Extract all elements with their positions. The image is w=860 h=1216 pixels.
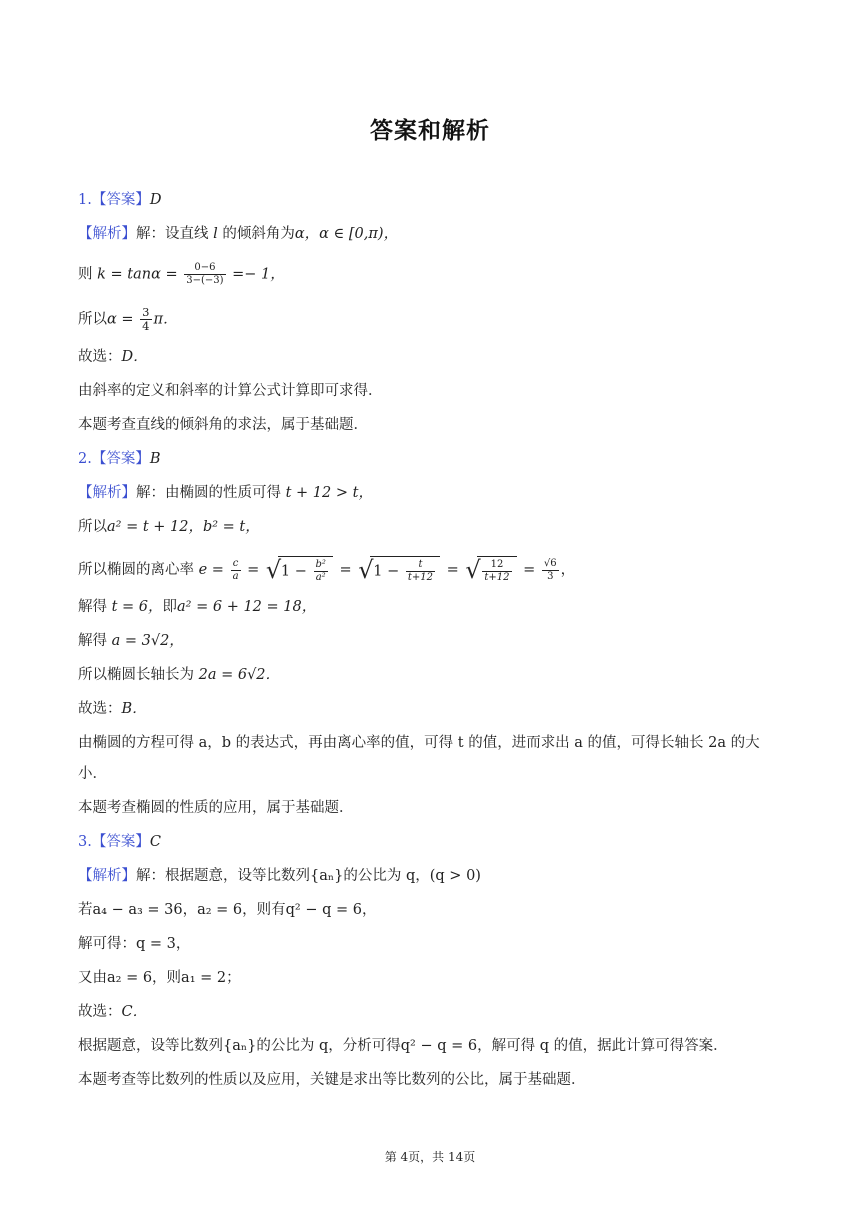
frac-den: 3−(−3): [186, 275, 224, 286]
q3-text: 故选：: [78, 1004, 122, 1020]
radical-sign: √: [465, 556, 481, 584]
sqrt-body: [370, 556, 440, 584]
frac-den: a²: [315, 572, 326, 583]
q1-math: α，α ∈ [0,π)，: [294, 226, 399, 242]
q1-text: 的倾斜角为: [222, 226, 295, 242]
page-footer: 第 4页，共 14页: [384, 1150, 476, 1164]
q2-sqrt: [266, 556, 333, 584]
frac-num: 12: [482, 559, 511, 572]
frac-num: b²: [315, 559, 326, 570]
frac-num: t: [406, 559, 435, 572]
q1-text: 故选：: [78, 349, 122, 365]
q1-choice: D．: [121, 349, 148, 365]
q2-math: 1 −: [280, 563, 307, 580]
q2-answer-label: 2.【答案】: [78, 451, 150, 467]
q2-text: 解得: [78, 599, 107, 615]
sqrt-body: [477, 556, 516, 584]
q2-math: a = 3√2，: [111, 633, 184, 649]
q1-math: π．: [153, 311, 178, 328]
frac-den: a: [232, 570, 239, 582]
q3-answer-label: 3.【答案】: [78, 834, 150, 850]
q2-text: 所以: [78, 519, 107, 535]
q2-analysis-line-6: [78, 665, 280, 685]
q2-text: 解得: [78, 633, 107, 649]
q2-answer-line: [78, 449, 161, 469]
q2-sqrt: [465, 556, 516, 584]
q3-analysis-label: 【解析】: [78, 868, 136, 884]
q1-answer: D: [149, 192, 162, 208]
q2-math: a² = t + 12，b² = t，: [107, 519, 260, 535]
q2-text: 所以椭圆的离心率: [78, 562, 194, 578]
q3-answer: C: [149, 834, 161, 850]
q2-text: 即: [162, 599, 178, 615]
q3-text: 解：根据题意，设等比数列{aₙ}的公比为 q，(q > 0): [136, 868, 481, 884]
q1-fraction: [140, 306, 151, 333]
q2-math: ，: [560, 562, 576, 578]
q1-text: 则: [78, 266, 93, 283]
sqrt-body: [278, 556, 333, 584]
frac-num: 3: [142, 305, 150, 319]
q1-fraction: [184, 262, 225, 287]
q2-math: 2a = 6√2．: [198, 667, 281, 683]
q2-math: t + 12 > t，: [285, 485, 373, 501]
q1-comment-line: 本题考查直线的倾斜角的求法，属于基础题．: [78, 417, 368, 433]
radical-sign: √: [265, 556, 282, 584]
q2-fraction: [314, 559, 328, 584]
q2-math: t = 6，: [111, 599, 163, 615]
q2-fraction: [231, 558, 241, 583]
q3-answer-line: [78, 832, 161, 852]
q3-analysis-line-2: 若a₄ − a₃ = 36，a₂ = 6，则有q² − q = 6，: [78, 902, 377, 918]
q2-comment-line: 本题考查椭圆的性质的应用，属于基础题．: [78, 800, 354, 816]
q2-analysis-line-1: [78, 483, 373, 503]
frac-den: t+12: [407, 572, 434, 583]
frac-den: 4: [142, 319, 150, 333]
q3-analysis-line-1: [78, 866, 481, 886]
frac-den: 3: [547, 570, 554, 582]
q2-math: 1 −: [373, 563, 400, 580]
q2-choice: B．: [121, 701, 147, 717]
q1-answer-label: 1.【答案】: [78, 192, 150, 208]
q2-answer: B: [149, 451, 161, 467]
q2-math: =: [446, 562, 459, 578]
q2-summary-line: 由椭圆的方程可得 a，b 的表达式，再由离心率的值，可得 t 的值，进而求出 a 的值，可得长轴长 2a 的大: [78, 735, 760, 751]
q3-choice: C．: [121, 1004, 148, 1020]
q1-answer-line: [78, 190, 161, 210]
q2-text: 解：由椭圆的性质可得: [136, 485, 281, 501]
q1-text: 解：设直线: [136, 226, 209, 242]
q1-math: α =: [107, 311, 134, 328]
q3-choice-line: [78, 1002, 147, 1022]
q2-math: =: [247, 562, 260, 578]
q3-analysis-line-3: 解可得：q = 3，: [78, 936, 191, 952]
q2-math: =: [339, 562, 352, 578]
q2-analysis-label: 【解析】: [78, 485, 136, 501]
frac-num: 0−6: [184, 262, 225, 275]
q2-math: =: [523, 562, 536, 578]
radical-sign: √: [358, 556, 374, 584]
q1-var: l: [213, 226, 218, 242]
q2-math: e =: [198, 562, 224, 578]
q2-text: 所以椭圆长轴长为: [78, 667, 194, 683]
q1-analysis-line-2: [78, 262, 285, 287]
q1-summary-line: 由斜率的定义和斜率的计算公式计算即可求得．: [78, 383, 383, 399]
frac-num: c: [231, 558, 241, 571]
q1-analysis-line-1: [78, 224, 398, 244]
q3-comment-line: 本题考查等比数列的性质以及应用，关键是求出等比数列的公比，属于基础题．: [78, 1072, 586, 1088]
q2-choice-line: [78, 699, 147, 719]
page-title: 答案和解析: [370, 118, 490, 144]
q2-fraction: [406, 559, 435, 584]
q2-analysis-line-2: [78, 517, 260, 537]
q2-analysis-line-5: [78, 631, 184, 651]
q3-analysis-line-4: 又由a₂ = 6，则a₁ = 2；: [78, 970, 241, 986]
q2-math: a² = 6 + 12 = 18，: [177, 599, 317, 615]
q2-fraction: [482, 559, 511, 584]
q2-fraction: [542, 558, 559, 583]
q1-analysis-line-3: [78, 306, 178, 333]
q3-summary-line: 根据题意，设等比数列{aₙ}的公比为 q，分析可得q² − q = 6，解可得 q 的值，据此计算可得答案．: [78, 1038, 728, 1054]
q2-sqrt: [358, 556, 440, 584]
q1-analysis-label: 【解析】: [78, 226, 136, 242]
q1-text: 所以: [78, 311, 107, 328]
q2-summary-line-2: 小．: [78, 766, 107, 782]
q2-analysis-line-4: [78, 597, 316, 617]
frac-den: t+12: [484, 572, 510, 583]
frac-num: √6: [543, 557, 557, 569]
q1-math: =− 1，: [232, 266, 285, 283]
q1-math: k = tanα =: [97, 266, 178, 283]
q1-choice-line: [78, 347, 148, 367]
q2-text: 故选：: [78, 701, 122, 717]
q2-analysis-line-3: [78, 556, 575, 584]
